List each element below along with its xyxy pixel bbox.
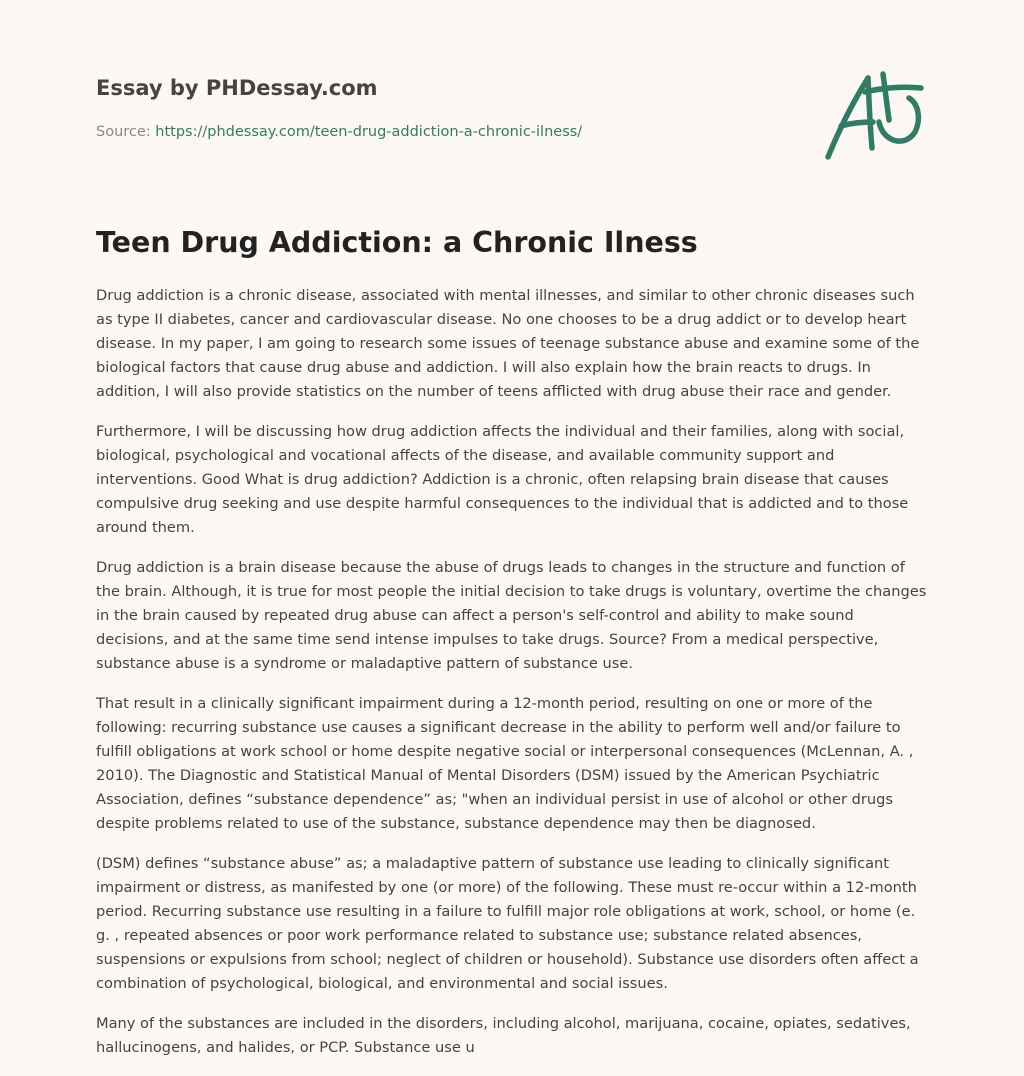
essay-paragraph: Furthermore, I will be discussing how drug addiction affects the individual and their families, along with social, biological, psychological and vocational affects of the disease, and available community support and interventions. Good What is drug addiction? Addiction is a chronic, often relapsing brain disease that causes compulsive drug seeking and use despite harmful consequences to the individual that is addicted and to those around them. xyxy=(96,423,909,536)
essay-paragraph: That result in a clinically significant impairment during a 12-month period, resulting on one or more of the following: recurring substance use causes a significant decrease in the ability to perform well and/or failure to fulfill obligations at work school or home despite negative social or interpersonal consequences (McLennan, A. , 2010). The Diagnostic and Statistical Manual of Mental Disorders (DSM) issued by the American Psychiatric Association, defines “substance dependence” as; "when an individual persist in use of alcohol or other drugs despite problems related to use of the substance, substance dependence may then be diagnosed. xyxy=(96,695,914,832)
source-label: Source: xyxy=(96,124,151,140)
essay-paragraph: (DSM) defines “substance abuse” as; a maladaptive pattern of substance use leading to clinically significant impairment or distress, as manifested by one (or more) of the following. These must re-occur within a 12-month period. Recurring substance use resulting in a failure to fulfill major role obligations at work, school, or home (e. g. , repeated absences or poor work performance related to substance use; substance related absences, suspensions or expulsions from school; neglect of children or household). Substance use disorders often affect a combination of psychological, biological, and environmental and social issues. xyxy=(96,855,919,992)
essay-paragraph: Drug addiction is a brain disease because the abuse of drugs leads to changes in the structure and function of the brain. Although, it is true for most people the initial decision to take drugs is voluntary, overtime the changes in the brain caused by repeated drug abuse can affect a person's self-control and ability to make sound decisions, and at the same time send intense impulses to take drugs. Source? From a medical perspective, substance abuse is a syndrome or maladaptive pattern of substance use. xyxy=(96,559,927,672)
source-link[interactable]: https://phdessay.com/teen-drug-addiction-a-chronic-ilness/ xyxy=(155,124,583,140)
essay-page xyxy=(96,0,930,1056)
essay-body xyxy=(96,284,930,1076)
essay-title: Teen Drug Addiction: a Chronic Ilness xyxy=(96,226,698,259)
essay-paragraph: Many of the substances are included in the disorders, including alcohol, marijuana, cocaine, opiates, sedatives, hallucinogens, and halides, or PCP. Substance use u xyxy=(96,1015,911,1056)
site-title: Essay by PHDessay.com xyxy=(96,76,378,100)
essay-paragraph: Drug addiction is a chronic disease, associated with mental illnesses, and similar to other chronic diseases such as type II diabetes, cancer and cardiovascular disease. No one chooses to be a drug addict or to develop heart disease. In my paper, I am going to research some issues of teenage substance abuse and examine some of the biological factors that cause drug abuse and addiction. I will also explain how the brain reacts to drugs. In addition, I will also provide statistics on the number of teens afflicted with drug abuse their race and gender. xyxy=(96,287,920,400)
source-line xyxy=(96,124,582,140)
a-plus-logo-icon xyxy=(821,68,929,164)
page-header xyxy=(96,0,930,200)
